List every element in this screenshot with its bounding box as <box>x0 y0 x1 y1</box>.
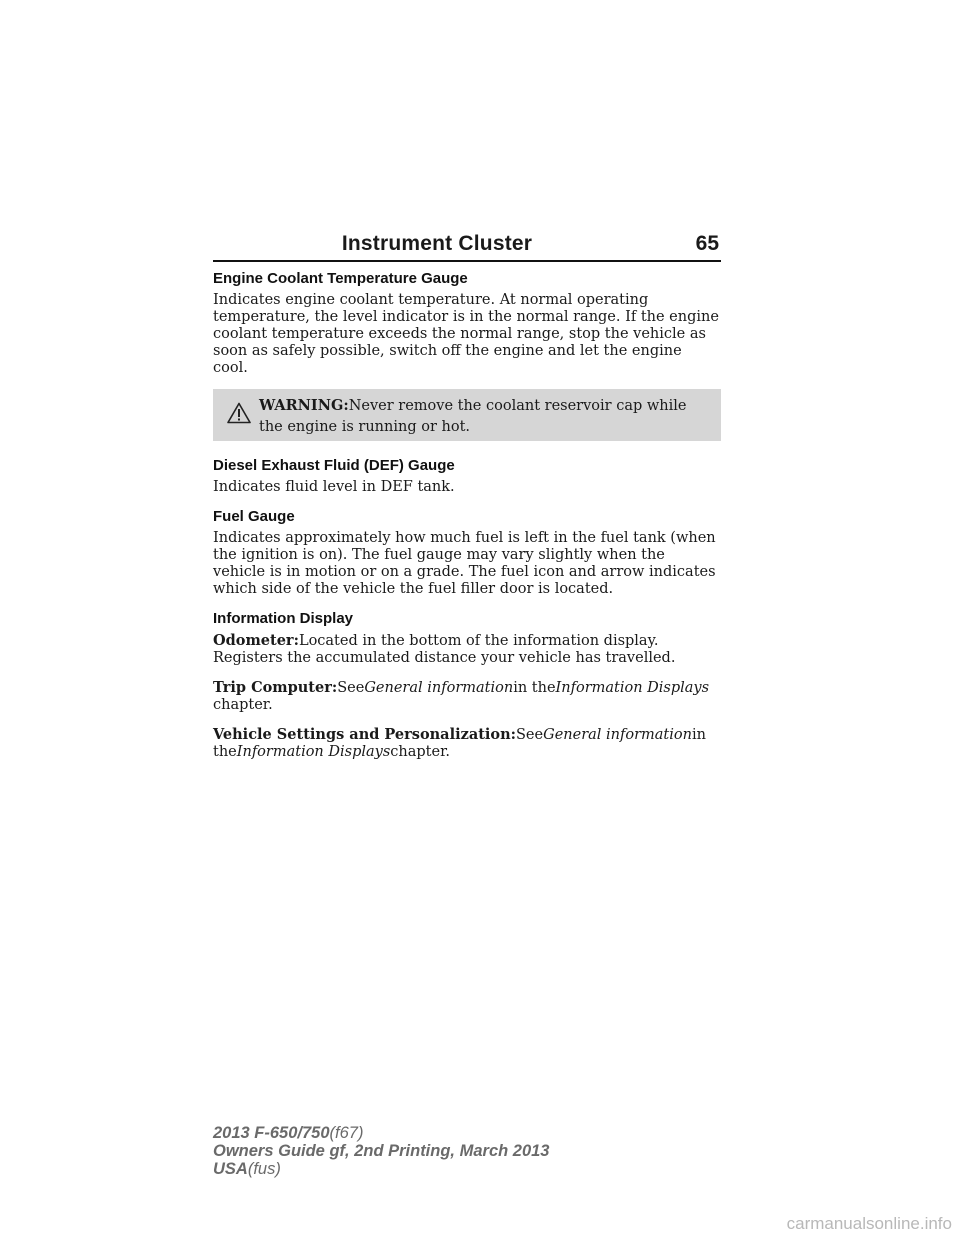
trip-link: General information <box>364 680 514 696</box>
trip-label: Trip Computer: <box>213 679 338 696</box>
def-heading: Diesel Exhaust Fluid (DEF) Gauge <box>213 457 455 474</box>
coolant-body: Indicates engine coolant temperature. At normal operating temperature, the level indicator is in the normal range. If the engine coolant temperature exceeds the normal range, stop the vehicle as soon as safely possible, switch off the engine and let the engine cool. <box>213 292 719 376</box>
warning-triangle-icon <box>227 402 251 424</box>
warning-message: Never remove the coolant reservoir cap while the engine is running or hot. <box>259 398 687 435</box>
page-header <box>213 226 721 262</box>
vehicle-link: General information <box>543 727 692 743</box>
vehicle-settings-paragraph <box>213 726 721 761</box>
page-footer <box>213 1124 550 1178</box>
warning-box <box>213 389 721 441</box>
vehicle-chapter-name: Information Displays <box>236 744 391 760</box>
vehicle-in-the: in the <box>213 727 706 760</box>
trip-end: chapter. <box>213 697 273 713</box>
footer-market-code: (fus) <box>247 1160 281 1178</box>
footer-line-2: Owners Guide gf, 2nd Printing, March 2013 <box>213 1142 550 1160</box>
page-content <box>213 270 721 773</box>
odometer-text: Located in the bottom of the information display. Registers the accumulated distance your vehicle has travelled. <box>213 633 676 666</box>
footer-line-3 <box>213 1160 550 1178</box>
footer-model: 2013 F-650/750 <box>213 1124 330 1142</box>
footer-line-1 <box>213 1124 550 1142</box>
trip-in-the: in the <box>513 680 556 696</box>
odometer-label: Odometer: <box>213 632 299 649</box>
watermark: carmanualsonline.info <box>786 1214 952 1233</box>
warning-text <box>259 395 709 438</box>
fuel-heading: Fuel Gauge <box>213 508 295 525</box>
trip-chapter-name: Information Displays <box>555 680 710 696</box>
info-heading: Information Display <box>213 610 354 627</box>
vehicle-see: See <box>516 727 544 743</box>
trip-see: See <box>337 680 365 696</box>
trip-computer-paragraph <box>213 679 721 714</box>
vehicle-label: Vehicle Settings and Personalization: <box>213 726 516 743</box>
odometer-paragraph <box>213 632 721 667</box>
footer-market: USA <box>213 1160 248 1178</box>
chapter-title: Instrument Cluster <box>341 232 533 255</box>
footer-model-code: (f67) <box>329 1124 364 1142</box>
page-number: 65 <box>695 232 719 255</box>
warning-label: WARNING: <box>259 397 349 414</box>
def-body: Indicates fluid level in DEF tank. <box>213 479 455 495</box>
vehicle-end: chapter. <box>390 744 451 760</box>
fuel-body: Indicates approximately how much fuel is left in the fuel tank (when the ignition is on). The fuel gauge may vary slightly when the vehicle is in motion or on a grade. The fuel icon and arrow indicates which side of the vehicle the fuel filler door is located. <box>213 530 716 597</box>
coolant-heading: Engine Coolant Temperature Gauge <box>213 270 468 287</box>
